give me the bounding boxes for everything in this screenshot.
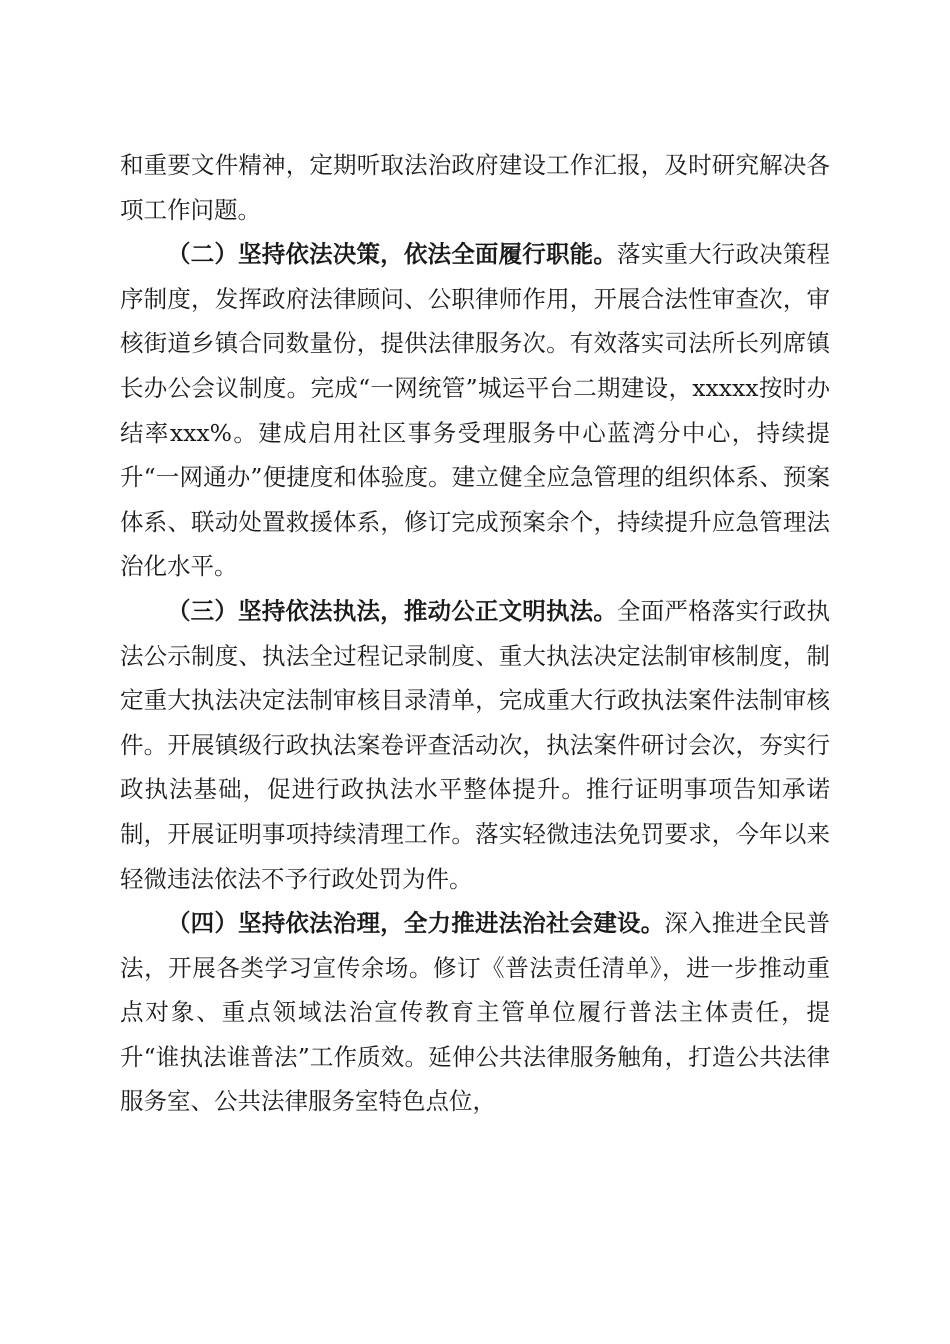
paragraph-3-text: 全面严格落实行政执法公示制度、执法全过程记录制度、重大执法决定法制审核制度，制定重大执法决定法制审核目录清单，完成重大行政执法案件法制审核件。开展镇级行政执法案卷评查活动次，执法案件研讨会次，夯实行政执法基础，促进行政执法水平整体提升。推行证明事项告知承诺制，开展证明事项持续清理工作。落实轻微违法免罚要求，今年以来轻微违法依法不予行政处罚为件。 — [120, 596, 831, 893]
paragraph-4 — [120, 901, 830, 1124]
paragraph-2-text: 落实重大行政决策程序制度，发挥政府法律顾问、公职律师作用，开展合法性审查次，审核街道乡镇合同数量份，提供法律服务次。有效落实司法所长列席镇长办公会议制度。完成“一网统管”城运平台二期建设，xxxxx按时办结率xxx%。建成启用社区事务受理服务中心蓝湾分中心，持续提升“一网通办”便捷度和体验度。建立健全应急管理的组织体系、预案体系、联动处置救援体系，修订完成预案余个，持续提升应急管理法治化水平。 — [120, 240, 831, 581]
paragraph-1 — [120, 143, 830, 232]
paragraph-2-heading: （二）坚持依法决策，依法全面履行职能。 — [167, 240, 618, 269]
paragraph-4-heading: （四）坚持依法治理，全力推进法治社会建设。 — [167, 909, 665, 938]
paragraph-2 — [120, 232, 830, 589]
paragraph-3 — [120, 589, 830, 901]
paragraph-3-heading: （三）坚持依法执法，推动公正文明执法。 — [167, 596, 618, 625]
paragraph-1-text: 和重要文件精神，定期听取法治政府建设工作汇报，及时研究解决各项工作问题。 — [120, 151, 830, 224]
document-body — [120, 143, 830, 1124]
paragraph-4-text: 深入推进全民普法，开展各类学习宣传余场。修订《普法责任清单》，进一步推动重点对象、重点领域法治宣传教育主管单位履行普法主体责任，提升“谁执法谁普法”工作质效。延伸公共法律服务触角，打造公共法律服务室、公共法律服务室特色点位， — [120, 909, 831, 1116]
